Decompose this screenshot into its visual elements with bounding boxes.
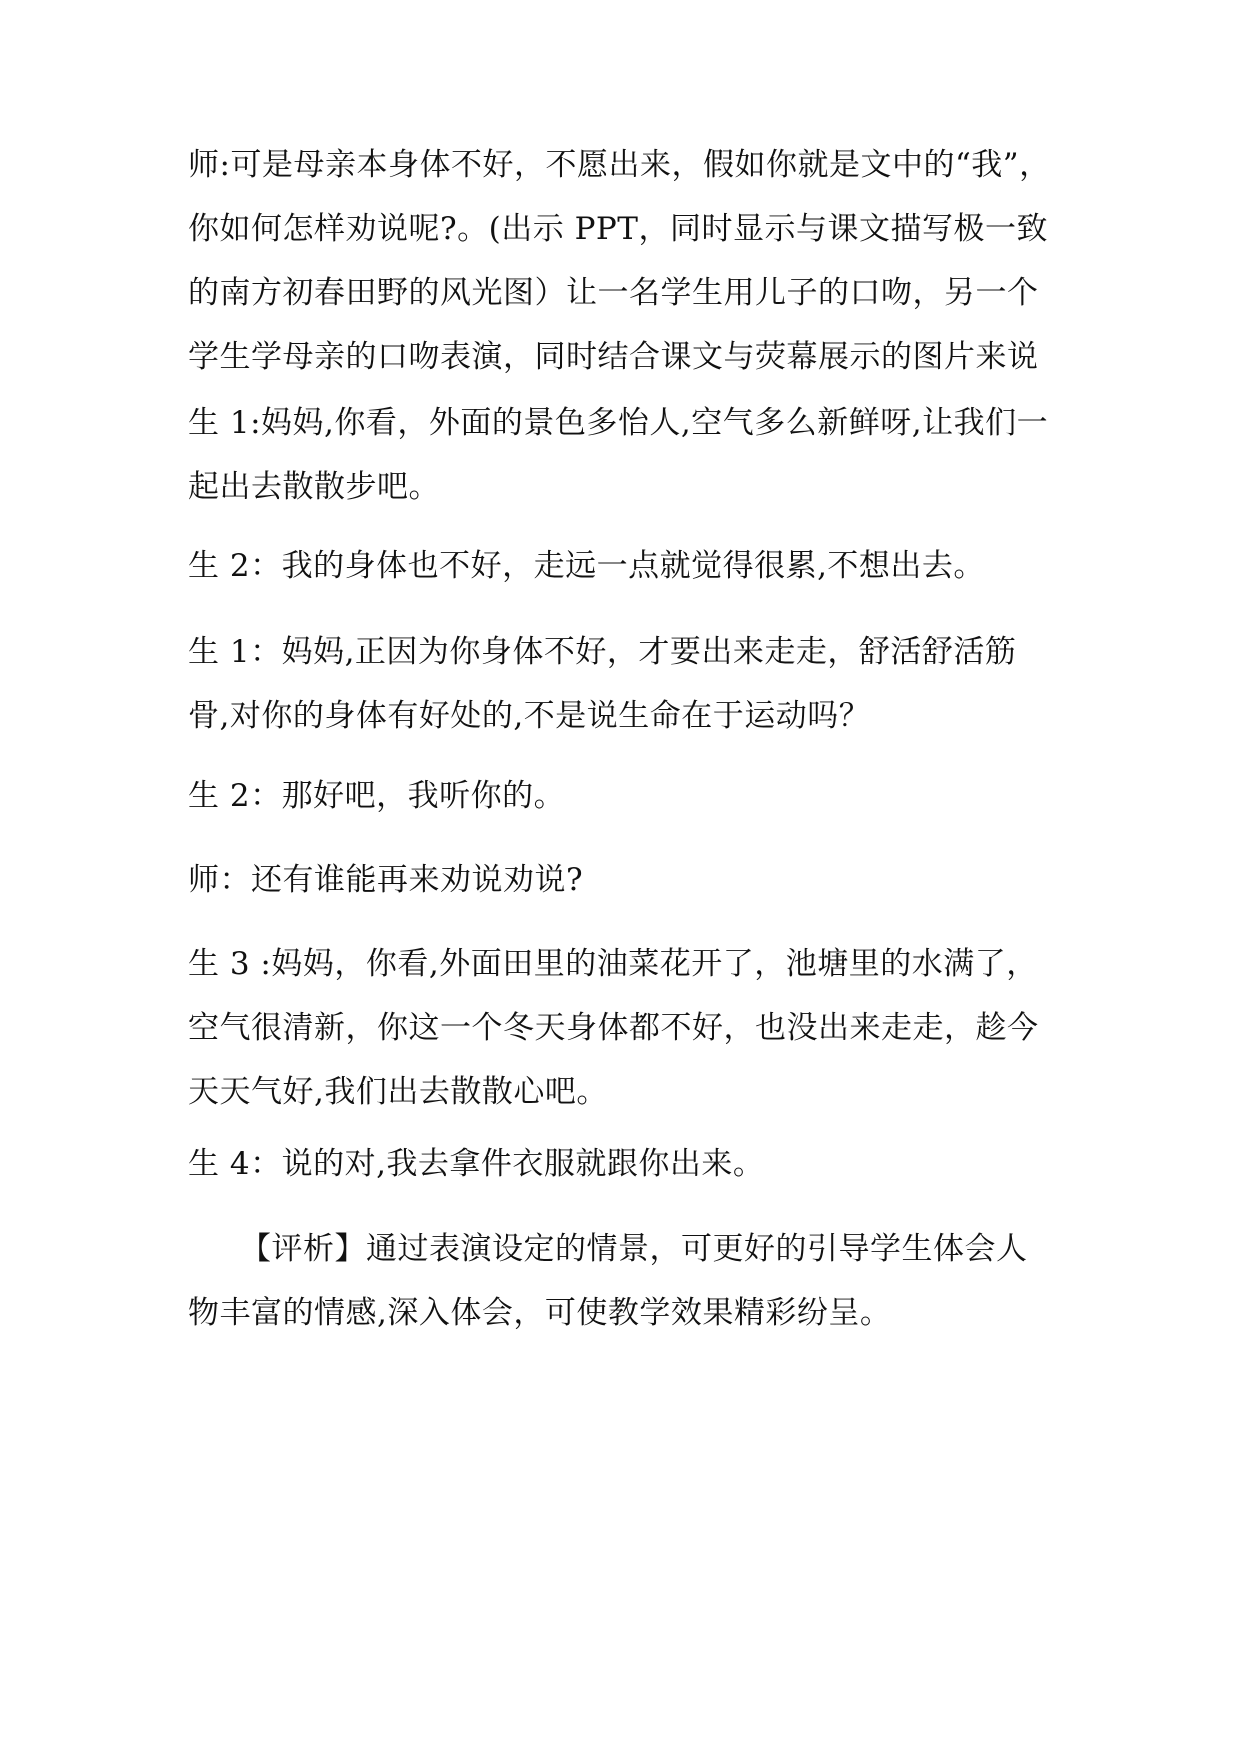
paragraph-student1-persuade: 生 1：妈妈,正因为你身体不好，才要出来走走，舒活舒活筋骨,对你的身体有好处的,不是说生命在于运动吗？ xyxy=(188,634,1017,734)
paragraph-student3-persuade: 生 3 :妈妈，你看,外面田里的油菜花开了，池塘里的水满了，空气很清新，你这一个冬天身体都不好，也没出来走走，趁今天天气好,我们出去散散心吧。 xyxy=(188,946,1039,1110)
paragraph-commentary: 【评析】通过表演设定的情景，可更好的引导学生体会人物丰富的情感,深入体会，可使教学效果精彩纷呈。 xyxy=(188,1231,1028,1331)
paragraph-student1-invite: 生 1:妈妈,你看，外面的景色多怡人,空气多么新鲜呀,让我们一起出去散散步吧。 xyxy=(188,405,1049,505)
paragraph-student4-agree: 生 4：说的对,我去拿件衣服就跟你出来。 xyxy=(188,1146,765,1182)
paragraph-student2-refuse: 生 2：我的身体也不好，走远一点就觉得很累,不想出去。 xyxy=(188,548,985,584)
paragraph-teacher-question: 师:可是母亲本身体不好，不愿出来，假如你就是文中的“我”，你如何怎样劝说呢?。(出示 PPT，同时显示与课文描写极一致的南方初春田野的风光图）让一名学生用儿子的口吻，另一个学生学母亲的口吻表演，同时结合课文与荧幕展示的图片来说 xyxy=(188,147,1051,375)
paragraph-teacher-followup: 师：还有谁能再来劝说劝说? xyxy=(188,862,584,898)
paragraph-student2-agree: 生 2：那好吧，我听你的。 xyxy=(188,778,566,814)
